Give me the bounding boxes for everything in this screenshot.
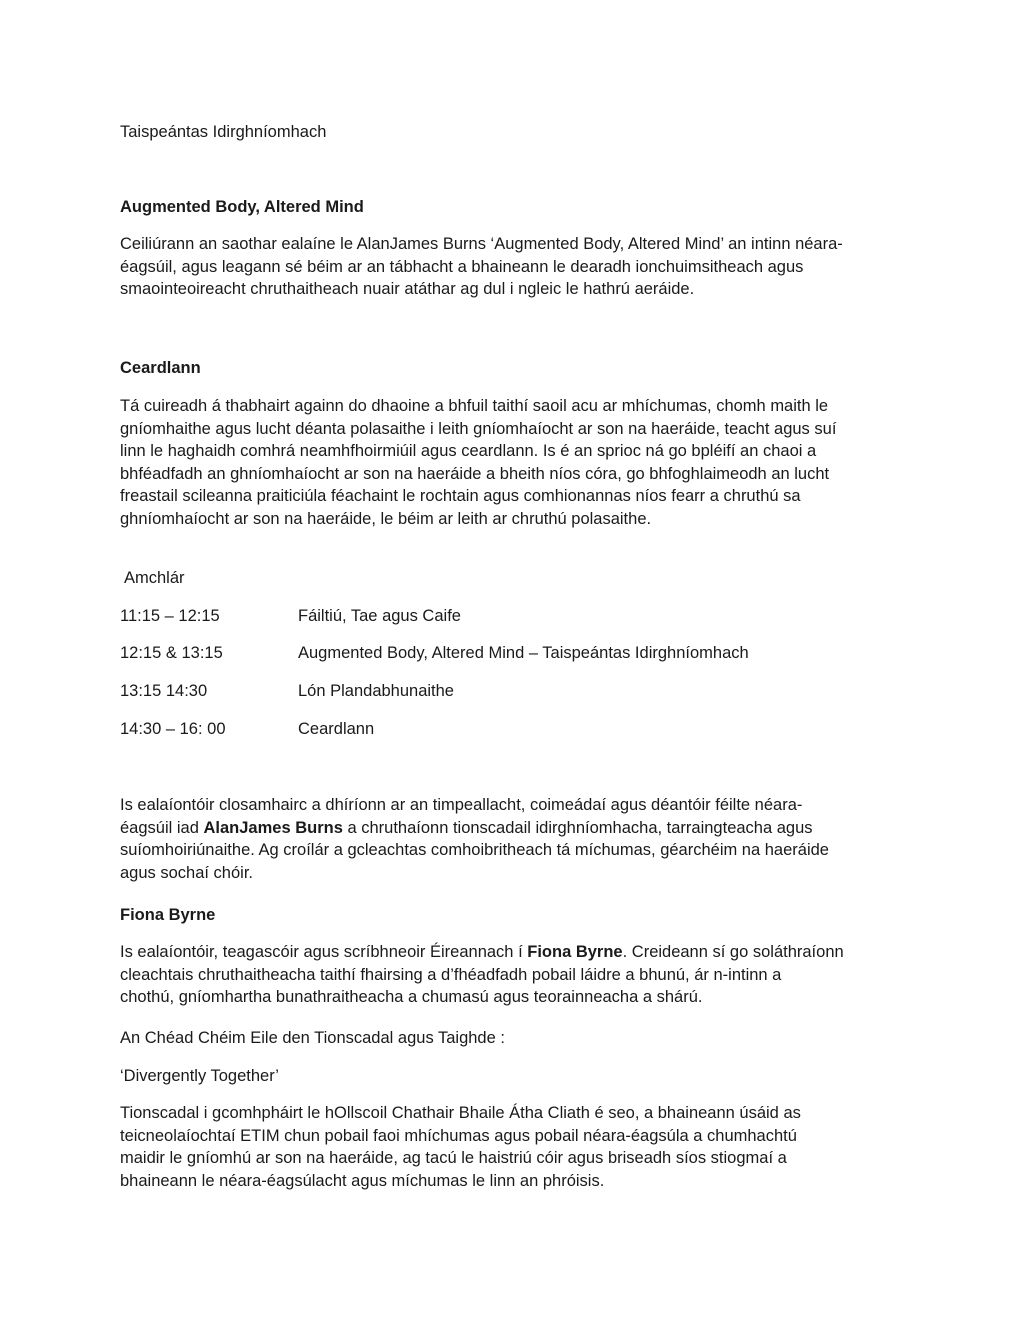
schedule-heading: Amchlár <box>124 569 185 587</box>
paragraph-line: bhféadfadh an ghníomhaíocht ar son na haeráide a bheith níos córa, go bhfoghlaimeodh an lucht <box>120 464 830 483</box>
paragraph-line <box>120 817 900 840</box>
bio-paragraph-alanjames <box>120 794 900 884</box>
paragraph-line: ghníomhaíocht ar son na haeráide, le béim ar leith ar chruthú polasaithe. <box>120 509 652 528</box>
paragraph-line: suíomhoiriúnaithe. Ag croílár a gcleachtas comhoibritheach tá míchumas, géarchéim na haeráide <box>120 841 829 859</box>
paragraph-line: smaointeoireacht chruthaitheach nuair atáthar ag dul i ngleic le hathrú aeráide. <box>120 280 695 298</box>
schedule-time: 12:15 & 13:15 <box>120 644 223 662</box>
text-run: Is ealaíontóir, teagascóir agus scríbhneoir Éireannach í <box>120 943 528 961</box>
artist-name-bold: Fiona Byrne <box>527 943 623 961</box>
paragraph-line: Ceiliúrann an saothar ealaíne le AlanJames Burns ‘Augmented Body, Altered Mind’ an intinn néara- <box>120 235 843 253</box>
paragraph-line: chothú, gníomhartha bunathraitheacha a chumasú agus teorainneacha a shárú. <box>120 988 703 1006</box>
paragraph-line: teicneolaíochtaí ETIM chun pobail faoi mhíchumas agus pobail néara-éagsúla a chumhachtú <box>120 1126 797 1145</box>
bio-paragraph-fiona <box>120 941 900 1009</box>
paragraph-line <box>120 941 900 964</box>
section-paragraph-augmented <box>120 233 900 301</box>
paragraph-line: bhaineann le néara-éagsúlacht agus míchumas le linn an phróisis. <box>120 1171 605 1190</box>
next-step-title: An Chéad Chéim Eile den Tionscadal agus Taighde : <box>120 1029 505 1047</box>
schedule-activity: Augmented Body, Altered Mind – Taispeántas Idirghníomhach <box>298 644 749 662</box>
schedule-time: 11:15 – 12:15 <box>120 607 220 625</box>
paragraph-line: linn le haghaidh comhrá neamhfhoirmiúil agus ceardlann. Is é an sprioc ná go bpléifí an chaoi a <box>120 442 817 460</box>
paragraph-line: Tá cuireadh á thabhairt againn do dhaoine a bhfuil taithí saoil acu ar mhíchumas, chomh maith le <box>120 397 829 415</box>
paragraph-line: freastail scileanna praiticiúla féachaint le rochtain agus comhionannas níos fearr a chruthú sa <box>120 487 801 505</box>
section-paragraph-ceardlann <box>120 395 900 530</box>
artist-name-bold: AlanJames Burns <box>203 818 343 837</box>
section-heading-fiona: Fiona Byrne <box>120 906 216 924</box>
paragraph-line: éagsúil, agus leagann sé béim ar an tábhacht a bhaineann le dearadh ionchuimsitheach agus <box>120 257 804 276</box>
paragraph-line: agus sochaí chóir. <box>120 863 253 882</box>
paragraph-line: maidir le gníomhú ar son na haeráide, ag tacú le haistriú cóir agus briseadh síos stiogmaí a <box>120 1149 787 1167</box>
paragraph-line: Is ealaíontóir closamhairc a dhíríonn ar an timpeallacht, coimeádaí agus déantóir féilte néara- <box>120 796 803 814</box>
section-heading-augmented: Augmented Body, Altered Mind <box>120 198 364 216</box>
text-run: a chruthaíonn tionscadail idirghníomhacha, tarraingteacha agus <box>342 818 813 837</box>
paragraph-line: Tionscadal i gcomhpháirt le hOllscoil Chathair Bhaile Átha Cliath é seo, a bhaineann úsáid as <box>120 1104 801 1122</box>
paragraph-line: cleachtais chruthaitheacha taithí fhairsing a d’fhéadfadh pobail láidre a bhunú, ár n-intinn a <box>120 965 782 984</box>
schedule-activity: Fáiltiú, Tae agus Caife <box>298 607 461 625</box>
text-run: . Creideann sí go soláthraíonn <box>622 943 844 961</box>
next-step-paragraph <box>120 1102 900 1192</box>
section-heading-ceardlann: Ceardlann <box>120 359 201 377</box>
page-title: Taispeántas Idirghníomhach <box>120 123 327 141</box>
text-run: éagsúil iad <box>120 818 204 837</box>
schedule-time: 13:15 14:30 <box>120 682 208 700</box>
schedule-activity: Ceardlann <box>298 720 375 738</box>
schedule-time: 14:30 – 16: 00 <box>120 720 226 738</box>
paragraph-line: gníomhaithe agus lucht déanta polasaithe i leith gníomhaíocht ar son na haeráide, teacht agus suí <box>120 419 837 438</box>
project-name: ‘Divergently Together’ <box>120 1067 279 1085</box>
schedule-activity: Lón Plandabhunaithe <box>298 682 454 700</box>
